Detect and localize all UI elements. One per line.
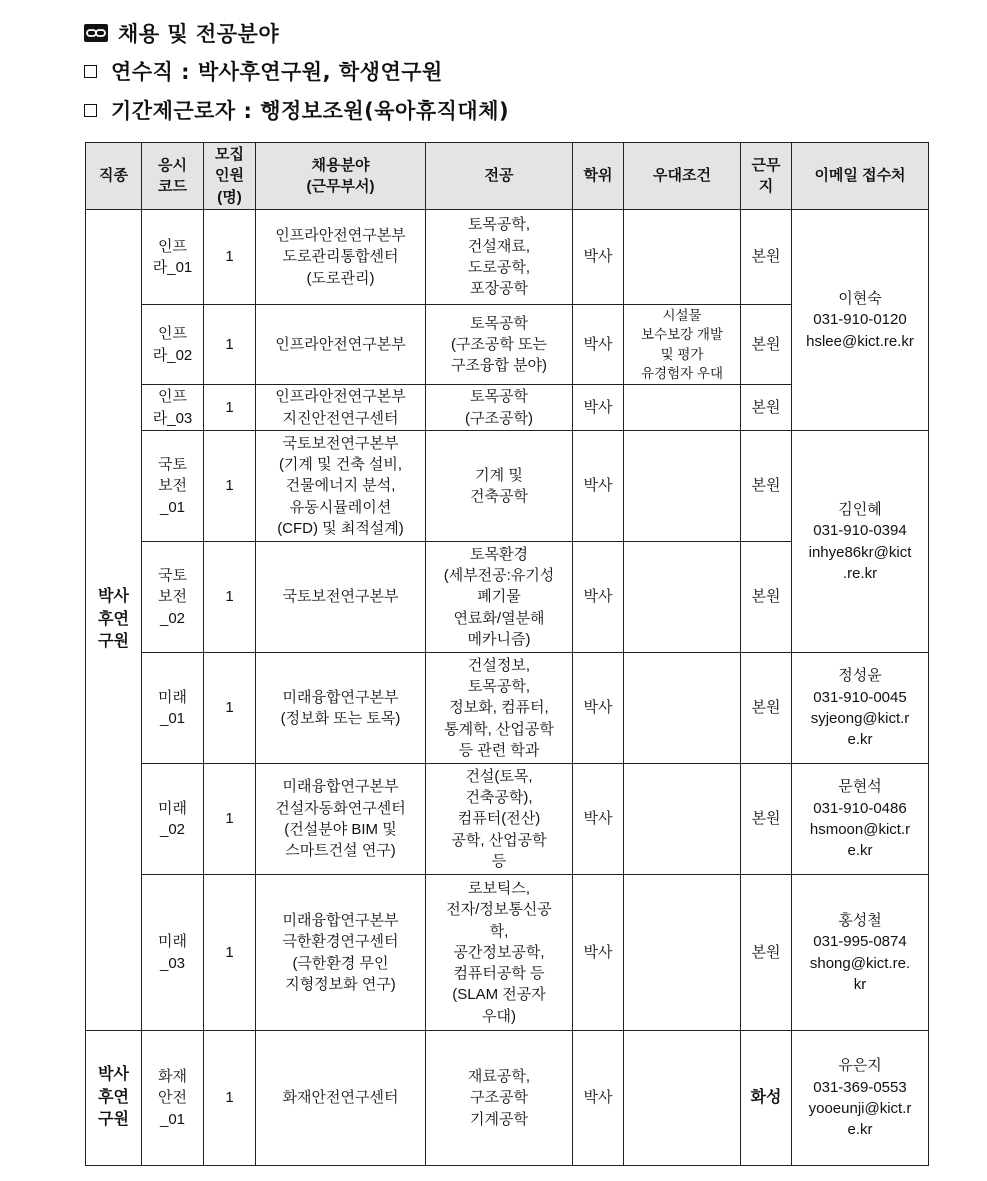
location-cell: 본원	[741, 210, 792, 305]
code-cell: 미래 _01	[142, 653, 204, 764]
contact-email: yooeunji@kict.r e.kr	[808, 1100, 912, 1139]
field-cell: 국토보전연구본부	[256, 542, 426, 653]
count-cell: 1	[204, 431, 256, 542]
count-cell: 1	[204, 1031, 256, 1166]
degree-cell: 박사	[573, 764, 624, 875]
section-heading	[84, 18, 279, 48]
location-cell: 본원	[741, 305, 792, 385]
contact-name: 문현석	[838, 778, 882, 796]
contact-phone: 031-910-0045	[813, 688, 907, 706]
section-title: 채용 및 전공분야	[118, 22, 280, 46]
degree-cell: 박사	[573, 875, 624, 1031]
table-row	[86, 653, 929, 764]
location-cell: 본원	[741, 431, 792, 542]
contact-cell	[792, 764, 929, 875]
contact-name: 정성윤	[838, 667, 882, 685]
location-cell: 본원	[741, 764, 792, 875]
preference-cell	[624, 385, 741, 431]
contact-email: hslee@kict.re.kr	[806, 332, 914, 350]
preference-cell	[624, 1031, 741, 1166]
contact-email: inhye86kr@kict .re.kr	[808, 543, 912, 582]
field-cell: 미래융합연구본부 극한환경연구센터 (극한환경 무인 지형정보화 연구)	[256, 875, 426, 1031]
preference-cell: 시설물 보수보강 개발 및 평가 유경험자 우대	[624, 305, 741, 385]
contact-cell	[792, 1031, 929, 1166]
preference-cell	[624, 764, 741, 875]
contact-name: 김인혜	[838, 500, 882, 518]
header-email: 이메일 접수처	[792, 143, 929, 210]
field-cell: 화재안전연구센터	[256, 1031, 426, 1166]
contact-cell	[792, 653, 929, 764]
contact-phone: 031-910-0120	[813, 311, 907, 329]
contact-email: shong@kict.re. kr	[809, 954, 911, 993]
contact-name: 홍성철	[838, 911, 882, 929]
contact-email: syjeong@kict.r e.kr	[810, 710, 910, 749]
contact-name: 이현숙	[838, 290, 882, 308]
header-job-type: 직종	[86, 143, 142, 210]
code-cell: 화재 안전 _01	[142, 1031, 204, 1166]
field-cell: 미래융합연구본부 (정보화 또는 토목)	[256, 653, 426, 764]
header-field: 채용분야 (근무부서)	[256, 143, 426, 210]
table-header-row	[86, 143, 929, 210]
count-cell: 1	[204, 653, 256, 764]
code-cell: 국토 보전 _02	[142, 542, 204, 653]
job-type-cell: 박사 후연 구원	[86, 210, 142, 1031]
contact-cell	[792, 875, 929, 1031]
preference-cell	[624, 431, 741, 542]
code-cell: 인프 라_02	[142, 305, 204, 385]
major-cell: 건설(토목, 건축공학), 컴퓨터(전산) 공학, 산업공학 등	[426, 764, 573, 875]
table-row	[86, 210, 929, 305]
contact-email: hsmoon@kict.r e.kr	[809, 821, 911, 860]
contact-phone: 031-369-0553	[813, 1078, 907, 1096]
header-major: 전공	[426, 143, 573, 210]
table-row	[86, 431, 929, 542]
field-cell: 미래융합연구본부 건설자동화연구센터 (건설분야 BIM 및 스마트건설 연구)	[256, 764, 426, 875]
location-cell: 본원	[741, 385, 792, 431]
degree-cell: 박사	[573, 653, 624, 764]
link-icon	[84, 24, 108, 42]
count-cell: 1	[204, 305, 256, 385]
heading-line-2-text: 연수직 : 박사후연구원, 학생연구원	[111, 60, 443, 84]
major-cell: 기계 및 건축공학	[426, 431, 573, 542]
heading-line-2	[84, 56, 443, 86]
contact-phone: 031-910-0394	[813, 522, 907, 540]
header-count: 모집 인원 (명)	[204, 143, 256, 210]
code-cell: 미래 _03	[142, 875, 204, 1031]
degree-cell: 박사	[573, 385, 624, 431]
degree-cell: 박사	[573, 210, 624, 305]
major-cell: 토목공학, 건설재료, 도로공학, 포장공학	[426, 210, 573, 305]
code-cell: 국토 보전 _01	[142, 431, 204, 542]
major-cell: 토목공학 (구조공학 또는 구조융합 분야)	[426, 305, 573, 385]
field-cell: 인프라안전연구본부 지진안전연구센터	[256, 385, 426, 431]
header-code: 응시 코드	[142, 143, 204, 210]
contact-cell	[792, 210, 929, 431]
contact-phone: 031-995-0874	[813, 933, 907, 951]
location-cell: 화성	[741, 1031, 792, 1166]
heading-line-3-text: 기간제근로자 : 행정보조원(육아휴직대체)	[111, 99, 510, 123]
contact-cell	[792, 431, 929, 653]
degree-cell: 박사	[573, 1031, 624, 1166]
preference-cell	[624, 210, 741, 305]
preference-cell	[624, 653, 741, 764]
count-cell: 1	[204, 542, 256, 653]
preference-cell	[624, 875, 741, 1031]
code-cell: 인프 라_01	[142, 210, 204, 305]
checkbox-square-icon	[84, 65, 97, 78]
degree-cell: 박사	[573, 542, 624, 653]
contact-name: 유은지	[838, 1057, 882, 1075]
table-row	[86, 875, 929, 1031]
header-degree: 학위	[573, 143, 624, 210]
major-cell: 로보틱스, 전자/정보통신공 학, 공간정보공학, 컴퓨터공학 등 (SLAM 전공자 우대)	[426, 875, 573, 1031]
header-preference: 우대조건	[624, 143, 741, 210]
recruitment-table	[85, 142, 929, 1166]
field-cell: 국토보전연구본부 (기계 및 건축 설비, 건물에너지 분석, 유동시뮬레이션 (CFD) 및 최적설계)	[256, 431, 426, 542]
preference-cell	[624, 542, 741, 653]
location-cell: 본원	[741, 653, 792, 764]
code-cell: 인프 라_03	[142, 385, 204, 431]
table-row	[86, 764, 929, 875]
major-cell: 재료공학, 구조공학 기계공학	[426, 1031, 573, 1166]
count-cell: 1	[204, 210, 256, 305]
field-cell: 인프라안전연구본부 도로관리통합센터 (도로관리)	[256, 210, 426, 305]
field-cell: 인프라안전연구본부	[256, 305, 426, 385]
job-type-cell: 박사 후연 구원	[86, 1031, 142, 1166]
location-cell: 본원	[741, 542, 792, 653]
code-cell: 미래 _02	[142, 764, 204, 875]
table-row	[86, 1031, 929, 1166]
contact-phone: 031-910-0486	[813, 799, 907, 817]
count-cell: 1	[204, 764, 256, 875]
count-cell: 1	[204, 875, 256, 1031]
degree-cell: 박사	[573, 431, 624, 542]
major-cell: 토목공학 (구조공학)	[426, 385, 573, 431]
header-location: 근무 지	[741, 143, 792, 210]
major-cell: 건설정보, 토목공학, 정보화, 컴퓨터, 통계학, 산업공학 등 관련 학과	[426, 653, 573, 764]
degree-cell: 박사	[573, 305, 624, 385]
checkbox-square-icon	[84, 104, 97, 117]
heading-line-3	[84, 95, 509, 125]
major-cell: 토목환경 (세부전공:유기성 폐기물 연료화/열분해 메카니즘)	[426, 542, 573, 653]
count-cell: 1	[204, 385, 256, 431]
location-cell: 본원	[741, 875, 792, 1031]
